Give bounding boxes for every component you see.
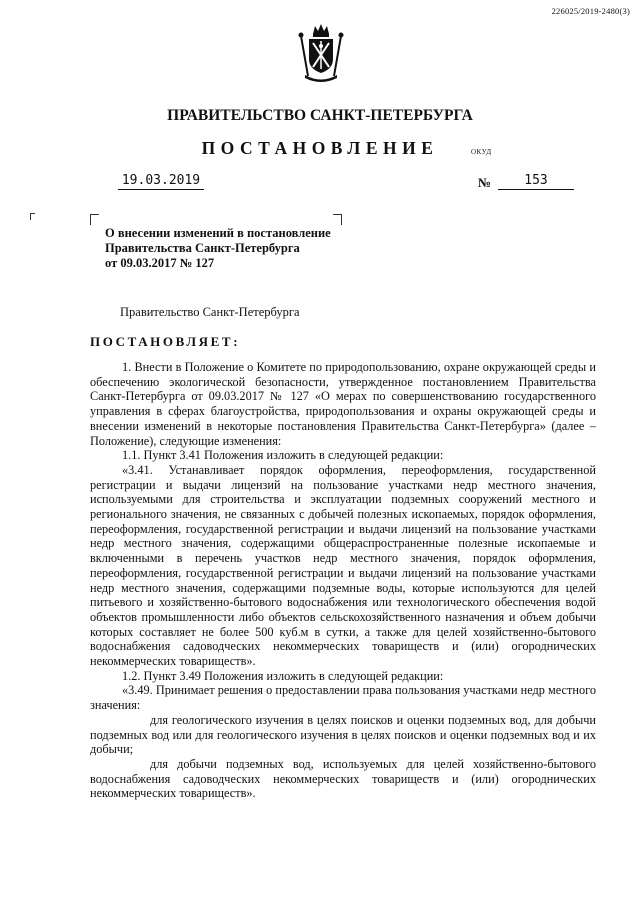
paragraph: для добычи подземных вод, используемых для целей хозяйственно-бытового водоснабжения садоводческих некоммерческих товариществ и (или) огороднических некоммерческих товариществ». <box>90 756 596 801</box>
resolves-heading: ПОСТАНОВЛЯЕТ: <box>90 334 241 349</box>
paragraph: 1. Внести в Положение о Комитете по природопользованию, охране окружающей среды и обеспечению экологической безопасности, утвержденное постановлением Правительства Санкт-Петербурга от 09.03.2017 № 127 «О мерах по совершенствованию государственного управления в сферах благоустройства, природопользования и охраны окружающей среды и внесении изменений в некоторые постановления Правительства Санкт-Петербурга» (далее – Положение), следующие изменения: <box>90 360 596 448</box>
government-name: ПРАВИТЕЛЬСТВО САНКТ-ПЕТЕРБУРГА <box>167 107 473 124</box>
spb-coat-of-arms-icon <box>296 22 346 86</box>
document-date: 19.03.2019 <box>118 173 204 190</box>
document-code: 226025/2019-2480(3) <box>551 6 630 16</box>
paragraph: 1.2. Пункт 3.49 Положения изложить в следующей редакции: <box>122 668 444 683</box>
intro-text: Правительство Санкт-Петербурга <box>120 305 300 319</box>
document-title <box>105 226 345 271</box>
paragraph: для геологического изучения в целях поисков и оценки подземных вод, для добычи подземных вод или для геологического изучения в целях поисков и оценки подземных вод и их добычи; <box>90 712 596 757</box>
document-number: 153 <box>498 173 574 190</box>
margin-mark <box>30 213 35 220</box>
title-line: от 09.03.2017 № 127 <box>105 256 215 270</box>
paragraph: «3.49. Принимает решения о предоставлении права пользования участками недр местного значения: <box>90 683 596 713</box>
paragraph: «3.41. Устанавливает порядок оформления, переоформления, государственной регистрации и выдачи лицензий на пользование участками недр местного значения, используемыми для строительства и эксплуатации подземных сооружений местного и регионального значения, не связанных с добычей полезных ископаемых, порядок оформления, переоформления, государственной регистрации и выдачи лицензий на пользование участками недр местного значения, содержащими общераспространенные полезные ископаемые и включенными в перечень участков недр местного значения, порядок оформления, переоформления, государственной регистрации и выдачи лицензий на пользование участками недр местного значения, содержащими подземные воды, которые используются для целей питьевого и хозяйственно-бытового водоснабжения или технологического обеспечения водой объектов промышленности либо объектов сельскохозяйственного назначения и объем добычи которых составляет не более 500 куб.м в сутки, а также для целей хозяйственно-бытового водоснабжения садоводческих некоммерческих товариществ и (или) огороднических некоммерческих товариществ». <box>90 462 596 669</box>
document-type: ПОСТАНОВЛЕНИЕ <box>201 138 439 158</box>
title-bracket-left <box>90 214 99 225</box>
title-line: Правительства Санкт-Петербурга <box>105 241 300 255</box>
number-sign: № <box>478 175 492 190</box>
paragraph: 1.1. Пункт 3.41 Положения изложить в следующей редакции: <box>122 448 444 463</box>
document-body <box>90 360 596 801</box>
title-bracket-right <box>333 214 342 225</box>
okud-label: ОКУД <box>471 148 492 156</box>
title-line: О внесении изменений в постановление <box>105 226 331 240</box>
